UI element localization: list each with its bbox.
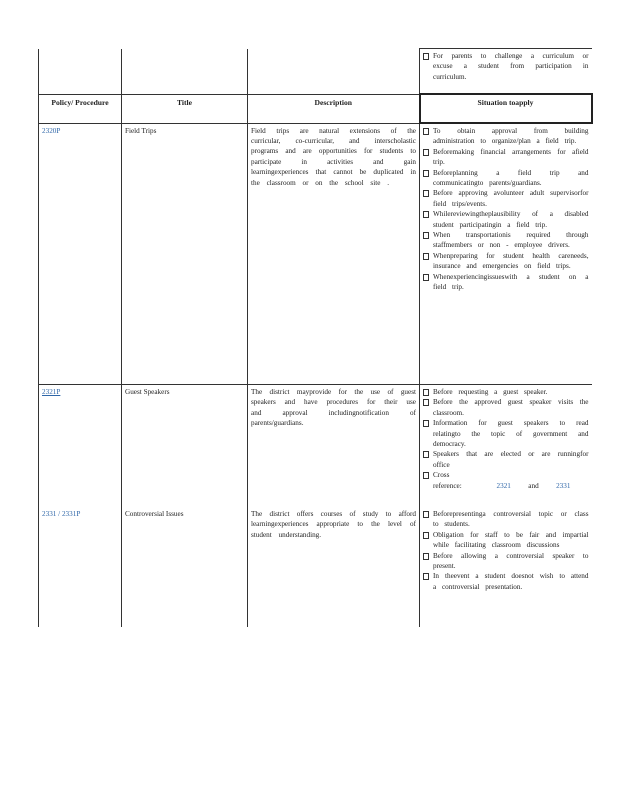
situation-item bbox=[423, 397, 589, 418]
situation-cell bbox=[420, 123, 592, 385]
policy-cell bbox=[39, 507, 122, 627]
bullet-box-icon bbox=[423, 211, 429, 218]
bullet-box-icon bbox=[423, 53, 429, 60]
situation-cell bbox=[420, 385, 592, 508]
continued-description-cell bbox=[248, 49, 420, 95]
situation-item bbox=[423, 188, 589, 209]
bullet-box-icon bbox=[423, 399, 429, 406]
title-cell: Controversial Issues bbox=[122, 507, 248, 627]
situation-text: In theevent a student doesnot wish to attend a controversial presentation. bbox=[433, 572, 589, 591]
header-description: Description bbox=[248, 94, 420, 123]
description-cell: The district offers courses of study to afford learningexperiences appropriate to the level of student understanding. bbox=[248, 507, 420, 627]
situation-text: Whenexperiencingissueswith a student on a field trip. bbox=[433, 272, 589, 292]
bullet-box-icon bbox=[423, 420, 429, 427]
cross-reference-label: Cross reference: bbox=[433, 471, 462, 490]
bullet-box-icon bbox=[423, 170, 429, 177]
situation-text: Before the approved guest speaker visits the classroom. bbox=[433, 398, 589, 417]
policy-link[interactable]: 2321P bbox=[42, 388, 61, 396]
situation-text: Beforeplanning a field trip and communicatingto parents/guardians. bbox=[433, 168, 589, 188]
situation-text: Speakers that are elected or are runningfor office bbox=[433, 450, 589, 469]
policy-link[interactable]: 2320P bbox=[42, 126, 61, 135]
continued-situation-cell bbox=[420, 49, 592, 95]
bullet-box-icon bbox=[423, 553, 429, 560]
situation-text: Before requesting a guest speaker. bbox=[433, 388, 548, 396]
situation-item bbox=[423, 168, 589, 189]
situation-text: Information for guest speakers to read relatingto the topic of government and democracy. bbox=[433, 419, 589, 449]
situation-item bbox=[423, 272, 589, 293]
situation-text: Obligation for staff to be fair and impartial while facilitating classroom discussions bbox=[433, 530, 589, 550]
continued-row bbox=[39, 49, 592, 95]
cross-reference-item bbox=[423, 470, 589, 491]
description-cell: The district mayprovide for the use of guest speakers and have procedures for their use and approval includingnotification of parents/guardians. bbox=[248, 385, 420, 508]
header-policy: Policy/ Procedure bbox=[39, 94, 122, 123]
bullet-box-icon bbox=[423, 149, 429, 156]
situation-text: Beforepresentinga controversial topic or class to students. bbox=[433, 510, 589, 529]
bullet-box-icon bbox=[423, 472, 429, 479]
description-cell: Field trips are natural extensions of the curricular, co-curricular, and interscholastic programs and are opportunities for students to participate in activities and gain learningexperiences that cannot be duplicated in the classroom or on the school site . bbox=[248, 123, 420, 385]
situation-item bbox=[423, 571, 589, 592]
policy-table bbox=[38, 48, 593, 627]
policy-link[interactable]: 2331 / 2331P bbox=[42, 510, 81, 518]
cross-reference-link-2321[interactable]: 2321 bbox=[496, 481, 511, 490]
policy-cell bbox=[39, 385, 122, 508]
situation-text: Whenpreparing for student health careneeds, insurance and emergencies on field trips. bbox=[433, 251, 589, 271]
bullet-box-icon bbox=[423, 128, 429, 135]
situation-item bbox=[423, 551, 589, 572]
table-row bbox=[39, 507, 592, 627]
situation-item bbox=[423, 126, 589, 147]
bullet-box-icon bbox=[423, 389, 429, 396]
situation-text: Before allowing a controversial speaker to present. bbox=[433, 551, 589, 571]
policy-cell bbox=[39, 123, 122, 385]
continued-policy-cell bbox=[39, 49, 122, 95]
table-row bbox=[39, 385, 592, 508]
header-situation: Situation toapply bbox=[420, 94, 592, 123]
situation-item bbox=[423, 387, 589, 397]
bullet-box-icon bbox=[423, 511, 429, 518]
table-row bbox=[39, 123, 592, 385]
cross-reference-link-2331[interactable]: 2331 bbox=[556, 481, 571, 490]
cross-reference-joiner: and bbox=[528, 481, 539, 490]
situation-item bbox=[423, 509, 589, 530]
situation-item bbox=[423, 209, 589, 230]
continued-title-cell bbox=[122, 49, 248, 95]
title-cell: Guest Speakers bbox=[122, 385, 248, 508]
situation-text: Before approving avolunteer adult supervisorfor field trips/events. bbox=[433, 189, 589, 208]
situation-text: To obtain approval from building administration to organize/plan a field trip. bbox=[433, 127, 589, 146]
situation-item bbox=[423, 51, 589, 82]
situation-item bbox=[423, 147, 589, 168]
bullet-box-icon bbox=[423, 532, 429, 539]
situation-text: When transportationis required through staffmembers or non - employee drivers. bbox=[433, 231, 589, 250]
situation-text: Whilereviewingtheplausibility of a disabled student participatingin a field trip. bbox=[433, 210, 589, 229]
bullet-box-icon bbox=[423, 253, 429, 260]
bullet-box-icon bbox=[423, 274, 429, 281]
situation-cell bbox=[420, 507, 592, 627]
bullet-box-icon bbox=[423, 232, 429, 239]
situation-item bbox=[423, 251, 589, 272]
situation-text: Beforemaking financial arrangements for afield trip. bbox=[433, 147, 589, 167]
situation-item bbox=[423, 418, 589, 449]
situation-item bbox=[423, 230, 589, 251]
bullet-box-icon bbox=[423, 451, 429, 458]
title-cell: Field Trips bbox=[122, 123, 248, 385]
bullet-box-icon bbox=[423, 190, 429, 197]
situation-item bbox=[423, 449, 589, 470]
header-row bbox=[39, 94, 592, 123]
situation-item bbox=[423, 530, 589, 551]
situation-text: For parents to challenge a curriculum or excuse a student from participation in curriculum. bbox=[433, 52, 589, 81]
bullet-box-icon bbox=[423, 573, 429, 580]
header-title: Title bbox=[122, 94, 248, 123]
